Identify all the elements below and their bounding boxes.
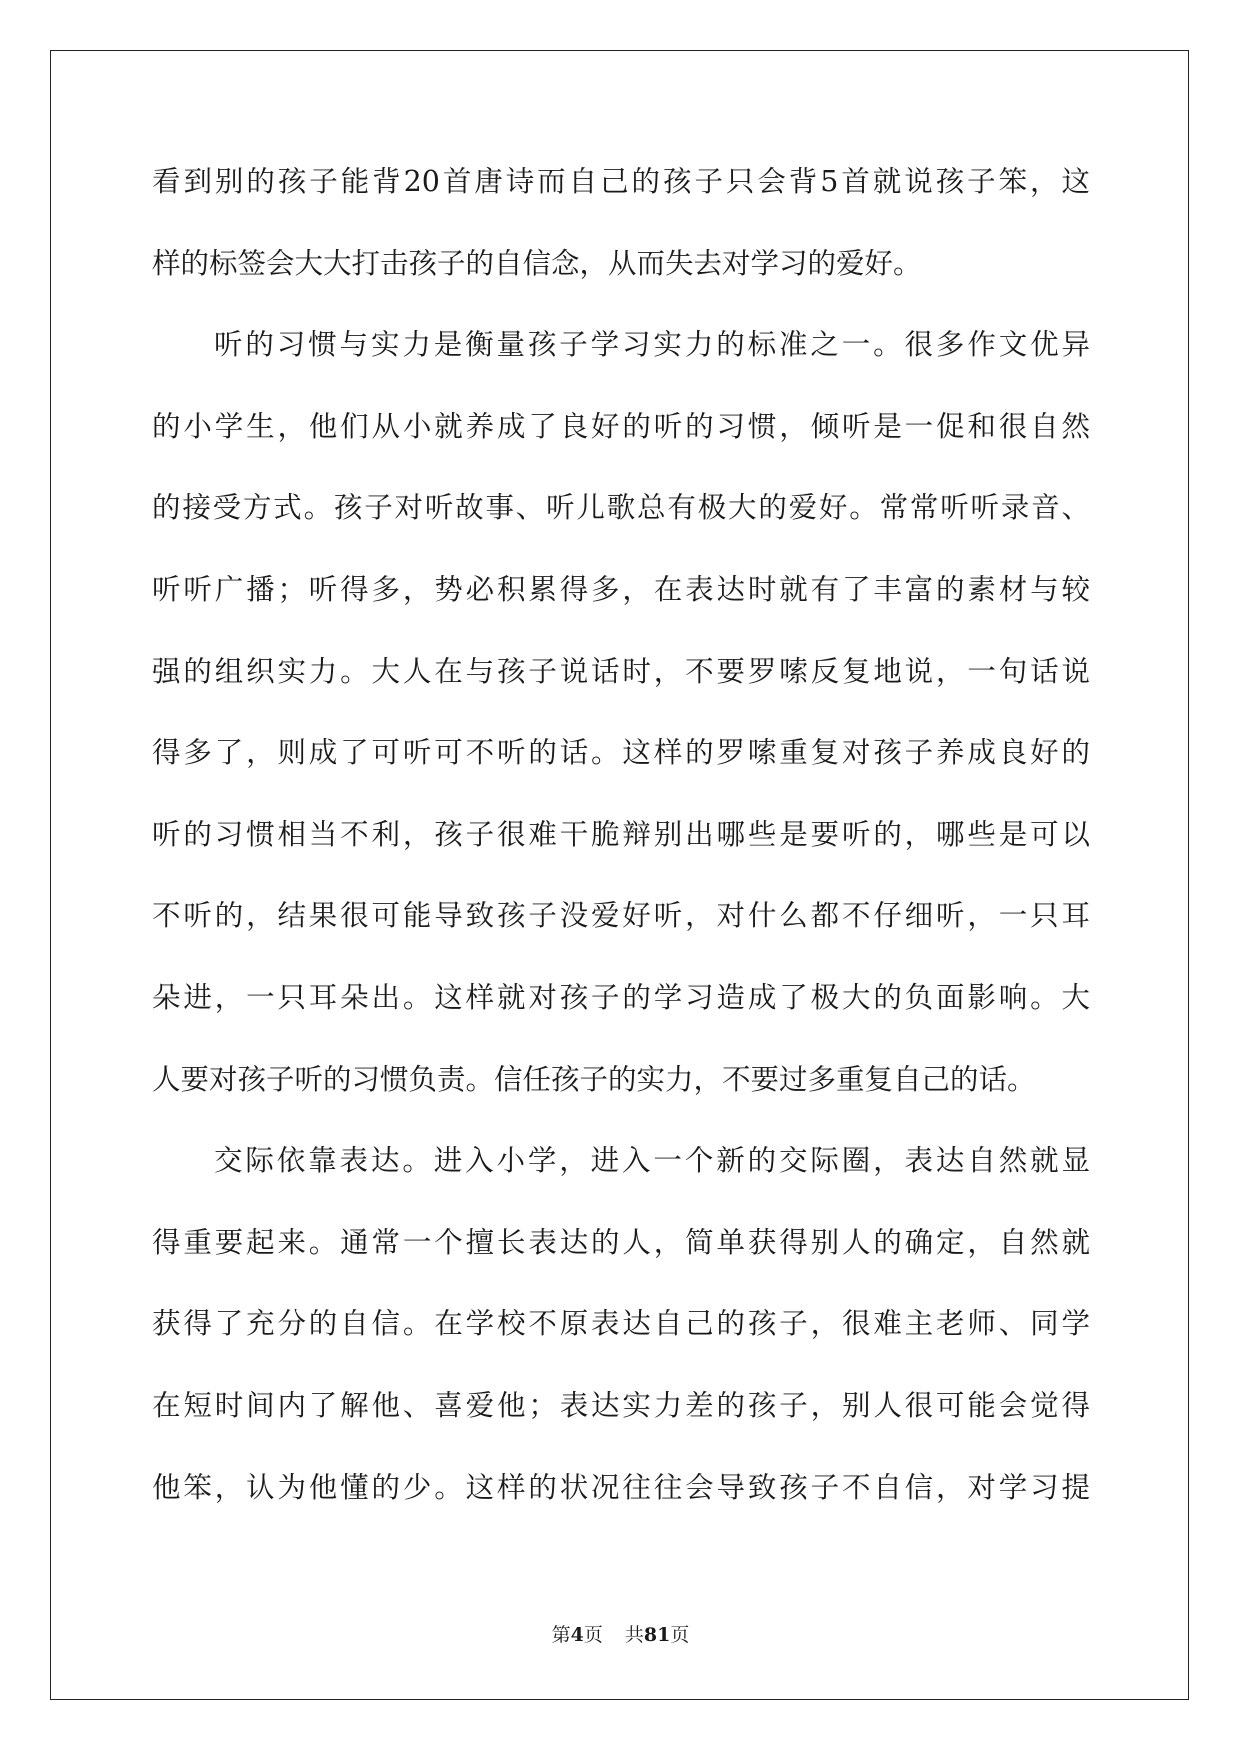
text-line: 强的组织实力。大人在与孩子说话时，不要罗嗦反复地说，一句话说 [152,654,1090,688]
text-line: 听的习惯相当不利，孩子很难干脆辩别出哪些是要听的，哪些是可以 [152,817,1090,851]
text-line: 得重要起来。通常一个擅长表达的人，简单获得别人的确定，自然就 [152,1225,1090,1259]
page-suffix: 页 [583,1624,603,1646]
text-line: 在短时间内了解他、喜爱他；表达实力差的孩子，别人很可能会觉得 [152,1388,1090,1422]
text-line: 的小学生，他们从小就养成了良好的听的习惯，倾听是一促和很自然 [152,409,1090,443]
total-pages: 81 [643,1624,671,1646]
text-line: 听听广播；听得多，势必积累得多，在表达时就有了丰富的素材与较 [152,572,1090,606]
text-line: 交际依靠表达。进入小学，进入一个新的交际圈，表达自然就显 [214,1144,1090,1178]
page-footer [0,1620,1241,1647]
document-body [152,162,1090,1549]
text-line: 人要对孩子听的习惯负责。信任孩子的实力，不要过多重复自己的话。 [152,1062,1036,1096]
page-prefix: 第 [551,1624,571,1646]
text-line: 样的标签会大大打击孩子的自信念，从而失去对学习的爱好。 [152,246,922,280]
total-suffix: 页 [670,1624,690,1646]
page-number: 4 [570,1624,584,1646]
text-line: 看到别的孩子能背20首唐诗而自己的孩子只会背5首就说孩子笨，这 [152,165,1090,198]
text-line: 获得了充分的自信。在学校不原表达自己的孩子，很难主老师、同学 [152,1307,1090,1341]
text-line: 不听的，结果很可能导致孩子没爱好听，对什么都不仔细听，一只耳 [152,899,1090,933]
text-line: 听的习惯与实力是衡量孩子学习实力的标准之一。很多作文优异 [214,328,1090,362]
text-line: 得多了，则成了可听可不听的话。这样的罗嗦重复对孩子养成良好的 [152,736,1090,770]
text-line: 的接受方式。孩子对听故事、听儿歌总有极大的爱好。常常听听录音、 [152,491,1090,525]
total-prefix: 共 [624,1624,644,1646]
text-line: 朵进，一只耳朵出。这样就对孩子的学习造成了极大的负面影响。大 [152,980,1090,1014]
text-line: 他笨，认为他懂的少。这样的状况往往会导致孩子不自信，对学习提 [152,1470,1090,1504]
